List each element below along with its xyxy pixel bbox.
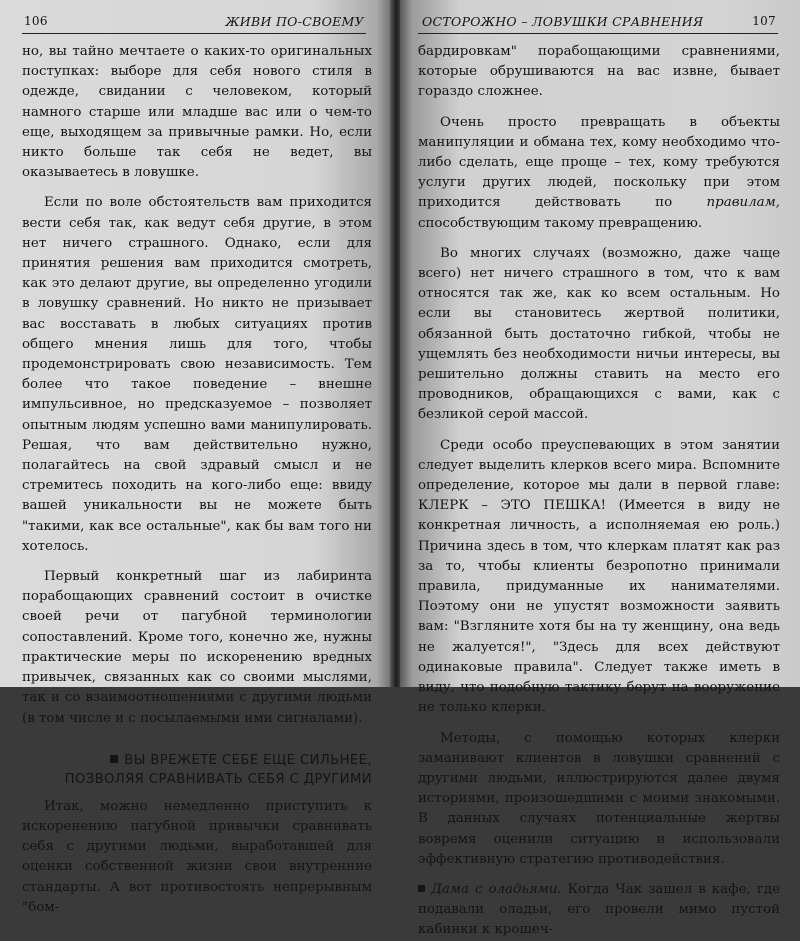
right-paragraph-3: Во многих случаях (возможно, даже чаще всего) нет ничего страшного в том, что к вам относятся так же, как ко всем остальным. Но если вы становитесь жертвой политики, обязанной быть достаточно гибкой, чтобы не ущемлять без необходимости ничьи интересы, вы решительно должны ставить на место его проводников, обращающихся с вами, как с безликой серой массой. [418,245,780,423]
left-running-title: ЖИВИ ПО-СВОЕМУ [225,14,364,29]
left-body-text [22,42,372,918]
left-paragraph-1: но, вы тайно мечтаете о каких-то оригинальных поступках: выборе для себя нового стиля в одежде, свидании с человеком, который намного старше или младше вас или о чем-то еще, выходящем за привычные рамки. Но, если никто больше так себя не ведет, вы оказываетесь в ловушке. [22,44,372,181]
left-page [0,0,392,915]
runin-label: Дама с оладьями. [431,881,562,897]
right-paragraph-2-start: Очень просто превращать в объекты манипуляции и обмана тех, кому необходимо что-либо сделать, еще проще – тех, кому требуются услуги других людей, поскольку при этом приходится действовать по [418,114,780,211]
right-paragraph-2-end: способствующим такому превращению. [418,215,703,231]
right-paragraph-2 [418,113,780,234]
emphasized-word: правилам, [706,195,780,211]
square-bullet-icon [418,885,425,892]
right-running-head [422,14,776,29]
left-paragraph-4: Итак, можно немедленно приступить к искоренению пагубной привычки сравнивать себя с другими людьми, выработавшей для оценки собственной жизни свои внутренние стандарты. А вот противостоять непрерывным "бом- [22,798,372,915]
right-body-text [418,42,780,941]
section-subheading [22,751,372,789]
right-header-rule [418,33,778,34]
runin-heading [418,882,562,897]
square-bullet-icon [110,755,118,763]
right-page [400,0,800,938]
right-paragraph-6 [418,880,780,941]
right-paragraph-5: Методы, с помощью которых клерки заманивают клиентов в ловушки сравнений с другими людьми, иллюстрируются далее двумя историями, произошедшими с моими знакомыми. В данных случаях потенциальные жертвы вовремя оценили ситуацию и использовали эффективную стратегию противодействия. [418,730,780,867]
left-header-rule [22,33,366,34]
left-running-head [24,14,364,29]
right-paragraph-6-text: Когда Чак зашел в кафе, где подавали оладьи, его провели мимо пустой кабинки к крошеч- [418,881,780,938]
subheading-line-2: ПОЗВОЛЯЯ СРАВНИВАТЬ СЕБЯ С ДРУГИМИ [64,771,372,787]
left-page-number: 106 [24,14,48,28]
right-page-number: 107 [752,14,776,28]
right-paragraph-1: бардировкам" порабощающими сравнениями, которые обрушиваются на вас извне, бывает гораздо сложнее. [418,44,780,100]
left-paragraph-3: Первый конкретный шаг из лабиринта порабощающих сравнений состоит в очистке своей речи от пагубной терминологии сопоставлений. Кроме того, конечно же, нужны практические меры по искоренению вредных привычек, связанных как со своими мыслями, так и со взаимоотношениями с другими людьми (в том числе и с посылаемыми ими сигналами). [22,569,372,726]
right-paragraph-4: Среди особо преуспевающих в этом занятии следует выделить клерков всего мира. Вспомните определение, которое мы дали в первой главе: КЛЕРК – ЭТО ПЕШКА! (Имеется в виду не конкретная личность, а исполняемая ею роль.) Причина здесь в том, что клеркам платят как раз за то, чтобы клиенты безропотно принимали правила, придуманные их нанимателями. Поэтому они не упустят возможности заявить вам: "Взгляните хотя бы на ту женщину, она ведь не жалуется!", "Здесь для всех действуют одинаковые правила". Следует также иметь в виду, что подобную тактику берут на вооружение не только клерки. [418,437,780,716]
subheading-line-1: ВЫ ВРЕЖЕТЕ СЕБЕ ЕЩЕ СИЛЬНЕЕ, [124,752,372,768]
right-running-title: ОСТОРОЖНО – ЛОВУШКИ СРАВНЕНИЯ [422,14,704,29]
left-paragraph-2: Если по воле обстоятельств вам приходится вести себя так, как ведут себя другие, в этом нет ничего страшного. Однако, если для принятия решения вам приходится смотреть, как это делают другие, вы определенно угодили в ловушку сравнений. Но никто не призывает вас восставать в любых ситуациях против общего мнения лишь для того, чтобы продемонстрировать свою независимость. Тем более что такое поведение – внешне импульсивное, но предсказуемое – позволяет опытным людям успешно вами манипулировать. Решая, что вам действительно нужно, полагайтесь на свой здравый смысл и не стремитесь походить на кого-либо еще: ввиду вашей уникальности вы не можете быть "такими, как все остальные", как бы вам того ни хотелось. [22,195,372,554]
